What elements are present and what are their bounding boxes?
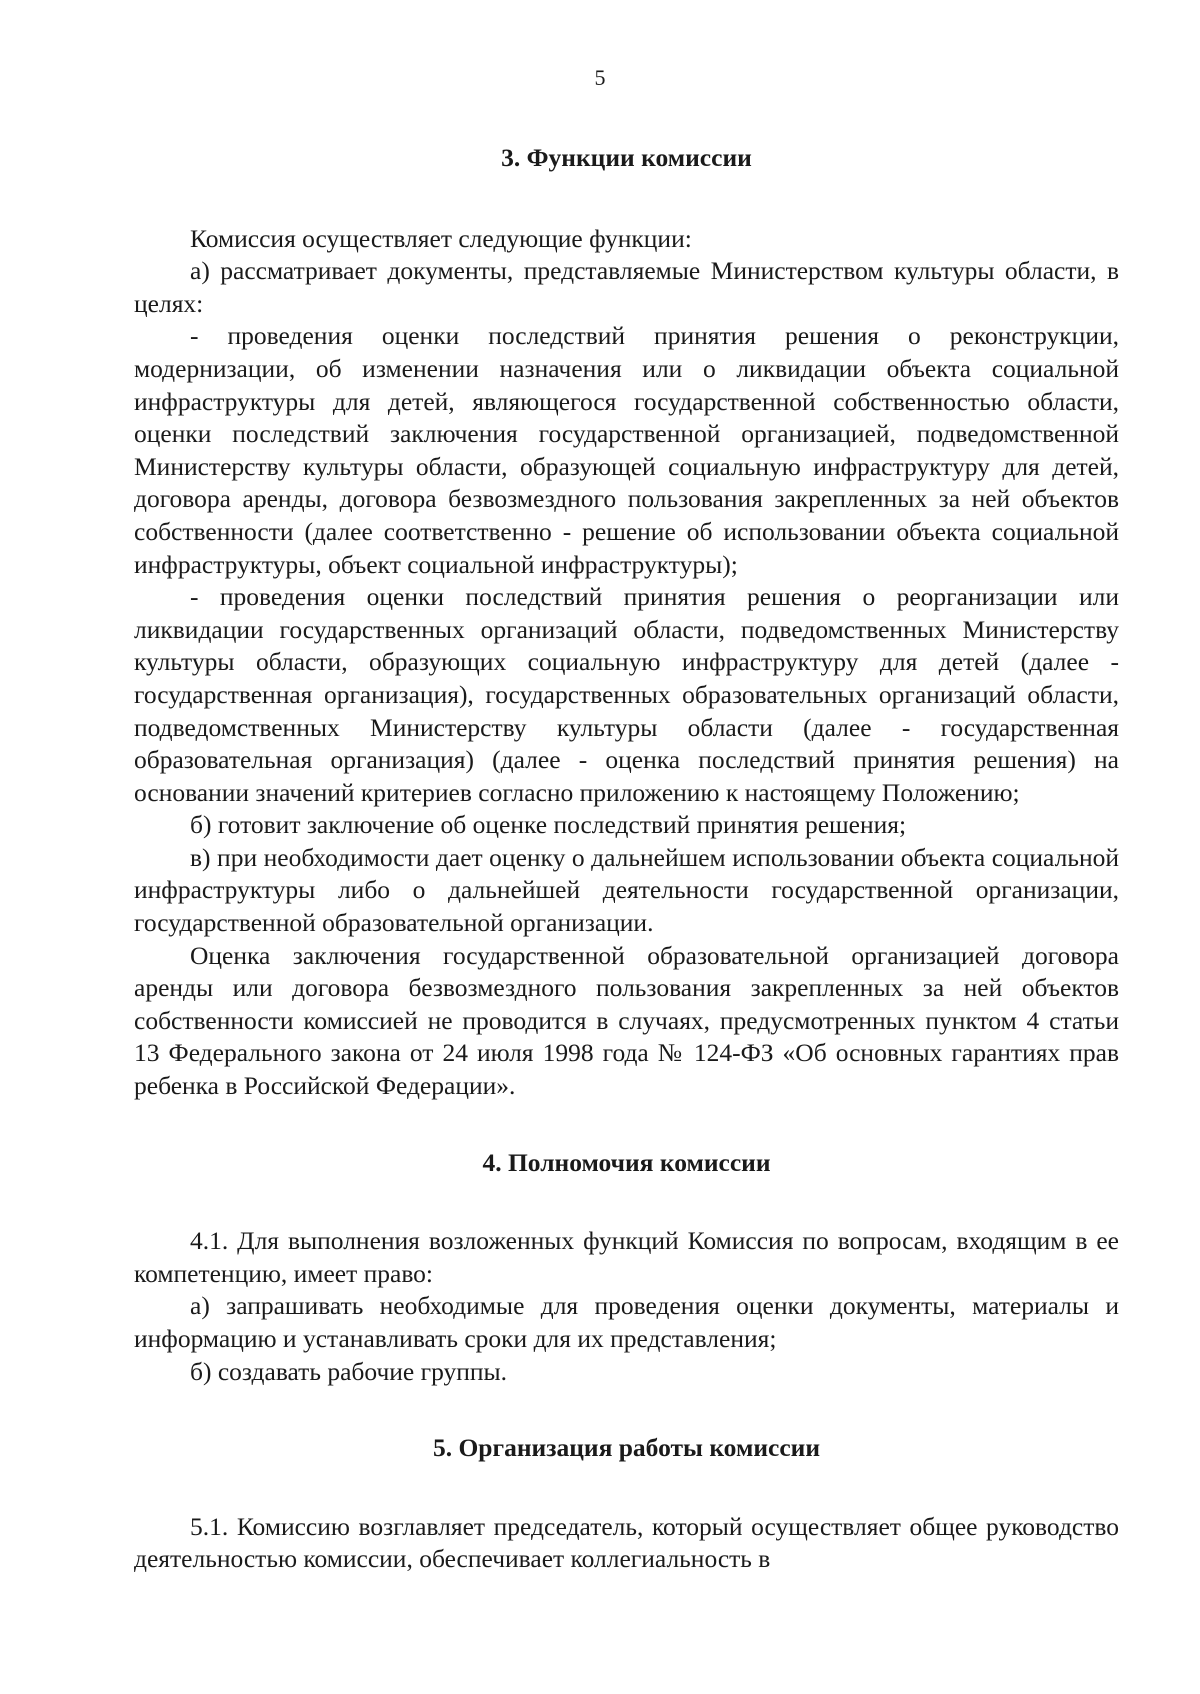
section-3-paragraph: Комиссия осуществляет следующие функции:: [190, 223, 692, 253]
section-3-paragraph: Оценка заключения государственной образовательной организацией договора аренды или договора безвозмездного пользования закрепленных за ней объектов собственности комиссией не проводится в случаях, предусмотренных пунктом 4 статьи 13 Федерального закона от 24 июля 1998 года № 124-ФЗ «Об основных гарантиях прав ребенка в Российской Федерации».: [134, 940, 1119, 1101]
section-5-heading: 5. Организация работы комиссии: [432, 1433, 821, 1463]
section-4-heading: 4. Полномочия комиссии: [482, 1147, 771, 1177]
section-3-paragraph: - проведения оценки последствий принятия решения о реконструкции, модернизации, об изменении назначения или о ликвидации объекта социальной инфраструктуры для детей, являющегося государственной собственностью области, оценки последствий заключения государственной организацией, подведомственной Министерству культуры области, образующей социальную инфраструктуру для детей, договора аренды, договора безвозмездного пользования закрепленных за ней объектов собственности (далее соответственно - решение об использовании объекта социальной инфраструктуры, объект социальной инфраструктуры);: [134, 321, 1119, 579]
section-4-paragraph: а) запрашивать необходимые для проведения оценки документы, материалы и информацию и устанавливать сроки для их представления;: [134, 1291, 1119, 1353]
page-number: 5: [594, 65, 606, 90]
section-3-paragraph: а) рассматривает документы, представляемые Министерством культуры области, в целях:: [134, 256, 1119, 318]
section-3-paragraph: - проведения оценки последствий принятия решения о реорганизации или ликвидации государственных организаций области, подведомственных Министерству культуры области, образующих социальную инфраструктуру для детей (далее - государственная организация), государственных образовательных организаций области, подведомственных Министерству культуры области (далее - государственная образовательная организация) (далее - оценка последствий принятия решения) на основании значений критериев согласно приложению к настоящему Положению;: [134, 582, 1119, 807]
section-4-paragraph: б) создавать рабочие группы.: [190, 1356, 508, 1386]
section-3-paragraph: б) готовит заключение об оценке последствий принятия решения;: [190, 810, 907, 840]
section-4-paragraph: 4.1. Для выполнения возложенных функций Комиссия по вопросам, входящим в ее компетенцию, имеет право:: [134, 1226, 1119, 1288]
section-3-heading: 3. Функции комиссии: [501, 143, 752, 172]
section-3-paragraph: в) при необходимости дает оценку о дальнейшем использовании объекта социальной инфраструктуры либо о дальнейшей деятельности государственной организации, государственной образовательной организации.: [134, 842, 1119, 938]
section-5-paragraph: 5.1. Комиссию возглавляет председатель, который осуществляет общее руководство деятельностью комиссии, обеспечивает коллегиальность в: [134, 1511, 1119, 1574]
document-body: [134, 142, 1119, 1576]
